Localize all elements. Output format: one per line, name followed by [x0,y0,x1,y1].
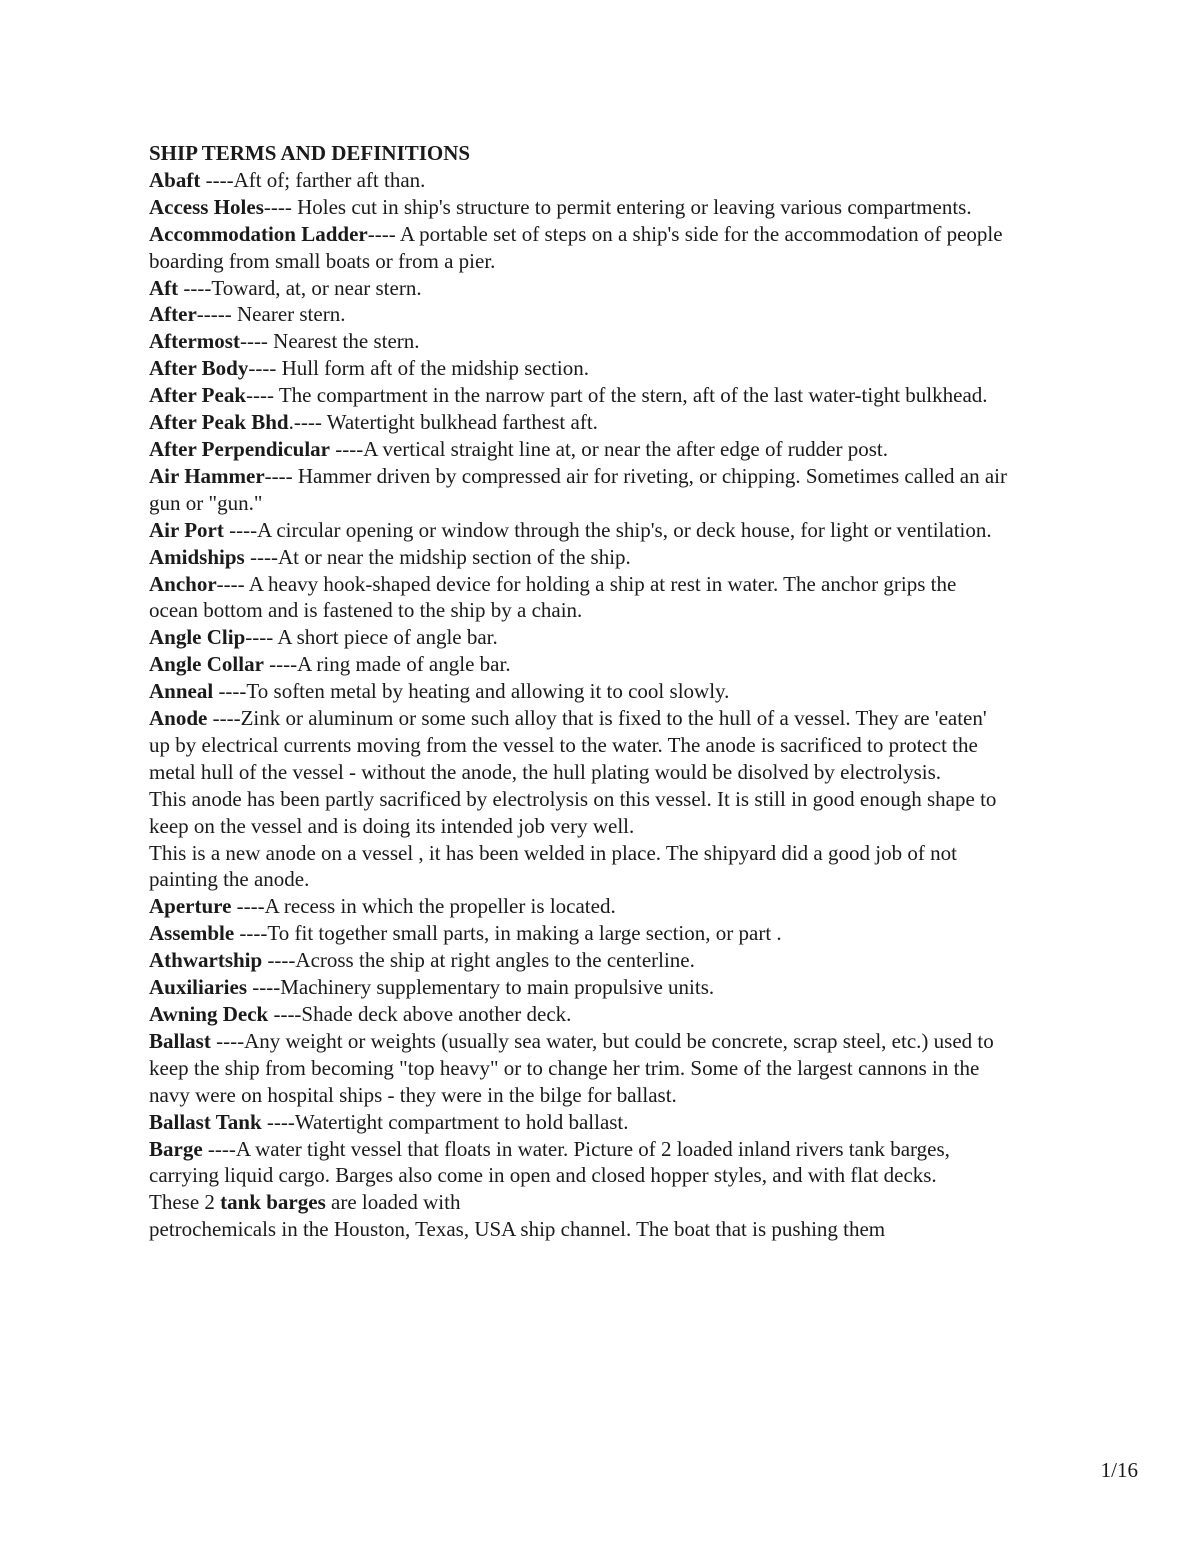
term: Anode [149,706,208,731]
definition: .---- Watertight bulkhead farthest aft. [288,410,598,435]
glossary-entry [149,1109,1009,1136]
glossary-entry [149,651,1009,678]
term: Amidships [149,544,245,569]
term: Angle Collar [149,652,264,677]
definition: ----Shade deck above another deck. [268,1002,572,1026]
definition: ---- A heavy hook-shaped device for holding a ship at rest in water. The anchor grips the ocean bottom and is fastened to the ship by a chain. [149,571,957,623]
glossary-entry [149,436,1009,463]
glossary-entry [149,571,1009,625]
glossary-entry [149,544,1009,571]
glossary-entry [149,328,1009,355]
term: Angle Clip [149,625,246,650]
definition: ----To soften metal by heating and allowing it to cool slowly. [213,679,730,704]
definition: ---- A portable set of steps on a ship's side for the accommodation of people boarding from small boats or from a pier. [149,221,1003,273]
term: After Perpendicular [149,436,330,461]
definition: ----Toward, at, or near stern. [178,275,422,300]
term: Air Port [149,517,224,542]
term: After [149,302,197,327]
definition: ----At or near the midship section of the ship. [244,544,631,569]
term: After Peak Bhd [149,410,289,435]
definition: ----Watertight compartment to hold ballast. [261,1109,629,1134]
glossary-entry [149,517,1009,544]
glossary-entry [149,947,1009,974]
definition: ----A water tight vessel that floats in water. Picture of 2 loaded inland rivers tank barges, carrying liquid cargo. Barges also come in open and closed hopper styles, and with flat decks. [149,1136,950,1188]
term: Accommodation Ladder [149,221,368,246]
glossary-entry [149,355,1009,382]
definition: ----Across the ship at right angles to the centerline. [262,948,695,973]
glossary-entry [149,1028,1009,1109]
term: Auxiliaries [149,975,247,1000]
term: Athwartship [149,948,263,973]
caption-term: tank barges [220,1190,326,1215]
glossary-entry [149,194,1009,221]
glossary-entry [149,221,1009,275]
glossary-entry [149,974,1009,1001]
glossary-entry [149,275,1009,302]
definition: ----Aft of; farther aft than. [200,167,426,192]
glossary-entry [149,705,1009,786]
term: Access Holes [149,194,264,219]
term: Ballast Tank [149,1109,262,1134]
definition: ---- Holes cut in ship's structure to permit entering or leaving various compartments. [263,194,972,219]
term: Anchor [149,571,217,596]
term: Assemble [149,921,235,946]
term: Abaft [149,167,201,192]
definition: ----Zink or aluminum or some such alloy that is fixed to the hull of a vessel. They are 'eaten' up by electrical currents moving from the vessel to the water. The anode is sacrificed to protect the metal hull of the vessel - without the anode, the hull plating would be disolved by electrolysis. [149,706,987,784]
page-number: 1/16 [1100,1458,1138,1482]
glossary-entry [149,624,1009,651]
definition: ----Machinery supplementary to main propulsive units. [247,975,715,1000]
glossary-entry [149,678,1009,705]
glossary-entry [149,893,1009,920]
tank-barges-caption [149,1189,1009,1216]
glossary-entry [149,463,1009,517]
term: Ballast [149,1028,211,1053]
glossary-entry [149,1136,1009,1190]
anode-note: This anode has been partly sacrificed by electrolysis on this vessel. It is still in good enough shape to keep on the vessel and is doing its intended job very well. [149,786,997,838]
definition: ----A vertical straight line at, or near the after edge of rudder post. [329,436,889,461]
glossary-entry [149,1001,1009,1028]
glossary-entry [149,167,1009,194]
anode-note: This is a new anode on a vessel , it has been welded in place. The shipyard did a good job of not painting the anode. [149,840,957,892]
definition: ---- Hull form aft of the midship section. [248,356,589,381]
definition: ----A recess in which the propeller is located. [231,894,616,919]
term: Aftermost [149,329,240,354]
glossary-entry [149,409,1009,436]
document-body [149,140,1009,1243]
glossary-entry [149,382,1009,409]
glossary-list-b [149,893,1009,1189]
definition: ----A ring made of angle bar. [263,652,511,677]
definition: ---- Hammer driven by compressed air for riveting, or chipping. Sometimes called an air gun or "gun." [149,463,1007,515]
definition: ----Any weight or weights (usually sea water, but could be concrete, scrap steel, etc.) used to keep the ship from becoming "top heavy" or to change her trim. Some of the largest cannons in the navy were on hospital ships - they were in the bilge for ballast. [149,1028,994,1107]
caption-suffix: are loaded with [325,1190,461,1215]
definition: ----- Nearer stern. [196,302,346,327]
term: Air Hammer [149,463,265,488]
glossary-list-a [149,167,1009,786]
definition: ---- A short piece of angle bar. [245,625,498,650]
glossary-entry [149,920,1009,947]
definition: ----A circular opening or window through the ship's, or deck house, for light or ventilation. [223,517,992,542]
caption-prefix: These 2 [149,1190,221,1215]
definition: ----To fit together small parts, in making a large section, or part . [234,921,782,946]
term: Barge [149,1136,203,1161]
term: Aft [149,275,179,300]
term: After Body [149,356,249,381]
document-title: SHIP TERMS AND DEFINITIONS [149,141,471,165]
tank-barges-caption-continued: petrochemicals in the Houston, Texas, USA ship channel. The boat that is pushing them [149,1217,886,1242]
term: Aperture [149,894,232,919]
term: Awning Deck [149,1002,269,1026]
term: Anneal [149,679,214,704]
glossary-entry [149,301,1009,328]
definition: ---- The compartment in the narrow part of the stern, aft of the last water-tight bulkhead. [246,383,988,408]
term: After Peak [149,383,246,408]
definition: ---- Nearest the stern. [239,329,420,354]
